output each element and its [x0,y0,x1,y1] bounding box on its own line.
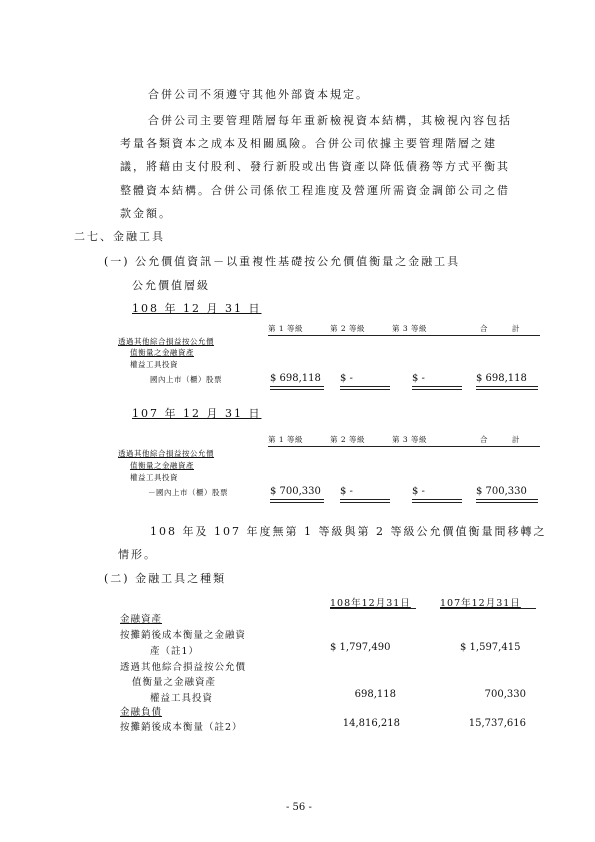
row-subitem-label: －國內上市（櫃）股票 [148,488,228,497]
level3-value: $ - [412,486,425,497]
total-value: $ 698,118 [476,373,527,384]
total-value: $ 700,330 [476,486,527,497]
level2-value: $ - [340,486,353,497]
row-group-label: 透過其他綜合損益按公允價 [118,449,214,458]
column-header: 第 1 等級 [268,324,304,333]
paragraph-line: 款金額。 [120,207,172,220]
row-label: 透過其他綜合損益按公允價 [120,662,247,673]
total-rule [476,499,538,503]
liabilities-heading: 金融負債 [120,707,163,718]
page-number: - 56 - [286,802,312,813]
level3-value: $ - [412,373,425,384]
paragraph-line: 整體資本結構。合併公司係依工程進度及營運所需資金調節公司之借 [120,184,510,197]
column-header: 第 2 等級 [330,435,366,444]
row-label: 值衡量之金融資產 [132,677,217,688]
total-rule [340,499,390,503]
subsection-number: (一) [104,255,130,268]
paragraph-line: 議，將藉由支付股利、發行新股或出售資產以降低債務等方式平衡其 [120,160,510,173]
column-header: 第 2 等級 [330,324,366,333]
column-header: 第 3 等級 [392,435,428,444]
row-label: 按攤銷後成本衡量之金融資 [120,630,247,641]
column-header: 第 3 等級 [392,324,428,333]
value-2019: $ 1,797,490 [330,642,391,653]
hierarchy-label: 公允價值層級 [132,279,210,292]
subsection-title: 金融工具之種類 [135,572,227,585]
subsection-title: 公允價值資訊－以重複性基礎按公允價值衡量之金融工具 [135,255,461,268]
total-rule [476,386,538,390]
row-label: 按攤銷後成本衡量（註2） [120,722,243,733]
row-group-label: 值衡量之金融資產 [130,348,194,357]
table-date: 108 年 12 月 31 日 [132,302,262,315]
total-rule [412,499,462,503]
header-rule [440,608,536,609]
value-2018: 15,737,616 [468,718,526,729]
column-header-2018: 107年12月31日 [440,598,521,609]
column-header-2019: 108年12月31日 [330,598,411,609]
row-label: 權益工具投資 [150,693,214,704]
row-item-label: 權益工具投資 [130,473,178,482]
assets-heading: 金融資產 [120,614,163,625]
subsection-heading [104,570,226,586]
total-rule [340,386,390,390]
table-date: 107 年 12 月 31 日 [132,407,262,420]
header-rule [268,446,540,447]
value-2019: 698,118 [354,689,396,700]
column-header: 第 1 等級 [268,435,304,444]
transfer-note-line: 情形。 [118,548,157,561]
row-group-label: 值衡量之金融資產 [130,461,194,470]
paragraph-line: 合併公司主要管理階層每年重新檢視資本結構，其檢視內容包括 [148,114,512,127]
column-header: 合 計 [480,435,520,444]
header-rule [268,335,540,336]
header-rule [330,608,416,609]
total-rule [270,386,324,390]
value-2019: 14,816,218 [342,718,400,729]
subsection-number: (二) [104,572,130,585]
paragraph-line: 合併公司不須遵守其他外部資本規定。 [148,88,369,101]
total-rule [270,499,324,503]
value-2018: 700,330 [484,689,526,700]
row-item-label: 權益工具投資 [130,360,178,369]
total-rule [412,386,462,390]
value-2018: $ 1,597,415 [460,642,521,653]
subsection-heading [104,253,460,269]
level1-value: $ 700,330 [270,486,321,497]
row-subitem-label: 國內上市（櫃）股票 [150,375,222,384]
section-title: 金融工具 [113,230,165,243]
transfer-note-line: 108 年及 107 年度無第 1 等級與第 2 等級公允價值衡量間移轉之 [150,525,547,538]
level2-value: $ - [340,373,353,384]
row-group-label: 透過其他綜合損益按公允價 [118,337,214,346]
column-header: 合 計 [480,324,520,333]
level1-value: $ 698,118 [270,373,321,384]
paragraph-line: 考量各類資本之成本及相關風險。合併公司依據主要管理階層之建 [120,137,497,150]
section-number: 二七、 [74,230,113,243]
section-heading [74,228,165,244]
row-label: 產（註1） [150,646,200,657]
